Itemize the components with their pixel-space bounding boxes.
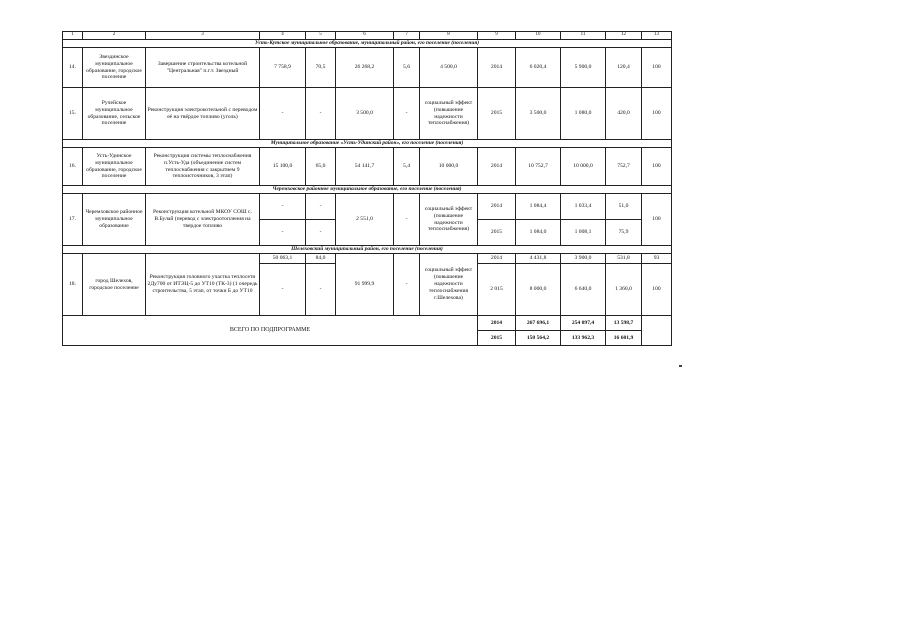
value-cell: 1 008,1 — [561, 220, 606, 246]
row-number: 17. — [63, 194, 83, 246]
column-number: 11 — [561, 32, 606, 40]
section-header-row — [63, 186, 672, 194]
project-cell: Реконструкция электрокотельной с переводом её на твёрдое топливо (уголь) — [146, 88, 260, 140]
value-cell: 6 640,0 — [561, 264, 606, 316]
value-cell: 51,0 — [606, 194, 642, 220]
effect-cell: социальный эффект (повышение надежности теплоснабжения) — [420, 194, 478, 246]
value-cell: - — [394, 254, 420, 316]
value-cell: - — [260, 88, 306, 140]
value-cell: 3 500,0 — [516, 88, 561, 140]
value-cell: 120,4 — [606, 48, 642, 88]
value-cell: - — [260, 220, 306, 246]
value-cell: 3 900,0 — [561, 254, 606, 264]
column-number: 9 — [478, 32, 516, 40]
column-number: 2 — [83, 32, 146, 40]
value-cell: 7 758,9 — [260, 48, 306, 88]
value-cell: 10 000,0 — [561, 148, 606, 186]
value-cell: 26 268,2 — [336, 48, 394, 88]
value-cell: - — [394, 194, 420, 246]
value-cell: 1 080,0 — [561, 88, 606, 140]
value-cell: 1 360,0 — [606, 264, 642, 316]
value-cell: - — [260, 194, 306, 220]
value-cell: 150 564,2 — [516, 331, 561, 346]
value-cell: 267 696,1 — [516, 316, 561, 331]
section-title-ust-uda: Муниципальное образование «Усть-Удинский район», его поселение (поселения) — [63, 140, 672, 148]
value-cell: 10 000,0 — [420, 148, 478, 186]
value-cell: 6 020,4 — [516, 48, 561, 88]
value-cell: 100 — [642, 48, 672, 88]
column-number: 4 — [260, 32, 306, 40]
column-number: 10 — [516, 32, 561, 40]
value-cell: 50 063,1 — [260, 254, 306, 264]
subprogram-table — [62, 31, 672, 346]
row-number: 18. — [63, 254, 83, 316]
value-cell: 133 962,3 — [561, 331, 606, 346]
value-cell: 4 500,0 — [420, 48, 478, 88]
value-cell: 70,5 — [306, 48, 336, 88]
value-cell: 10 752,7 — [516, 148, 561, 186]
value-cell: 84,0 — [306, 254, 336, 264]
value-cell: 531,8 — [606, 254, 642, 264]
row-number: 15. — [63, 88, 83, 140]
value-cell: 100 — [642, 88, 672, 140]
value-cell: 1 033,4 — [561, 194, 606, 220]
value-cell: - — [394, 88, 420, 140]
column-number: 8 — [420, 32, 478, 40]
column-number: 6 — [336, 32, 394, 40]
column-number: 13 — [642, 32, 672, 40]
value-cell: - — [260, 264, 306, 316]
effect-cell: социальный эффект (повышение надежности теплоснабжения) — [420, 88, 478, 140]
project-cell: Реконструкция котельной МКОУ СОШ с. В.Булай (перевод с электроотопления на твердое топливо — [146, 194, 260, 246]
total-row — [63, 316, 672, 331]
table-row — [63, 88, 672, 140]
section-title-shelekhov: Шелеховский муниципальный район, его поселение (поселения) — [63, 246, 672, 254]
municipality-cell: Усть-Удинское муниципальное образование, городское поселение — [83, 148, 146, 186]
year-cell: 2014 — [478, 316, 516, 331]
section-header-row — [63, 40, 672, 48]
value-cell: 8 000,0 — [516, 264, 561, 316]
year-cell: 2015 — [478, 331, 516, 346]
row-number: 14. — [63, 48, 83, 88]
column-number: 3 — [146, 32, 260, 40]
column-number: 1 — [63, 32, 83, 40]
value-cell: 4 431,8 — [516, 254, 561, 264]
value-cell: 100 — [642, 148, 672, 186]
year-cell: 2014 — [478, 254, 516, 264]
value-cell: 2 551,0 — [336, 194, 394, 246]
value-cell: 254 097,4 — [561, 316, 606, 331]
section-header-row — [63, 140, 672, 148]
value-cell: 65,0 — [306, 148, 336, 186]
value-cell: 75,9 — [606, 220, 642, 246]
column-number: 12 — [606, 32, 642, 40]
value-cell: - — [306, 264, 336, 316]
empty-cell — [642, 316, 672, 346]
value-cell: 93 — [642, 254, 672, 264]
effect-cell: социальный эффект (повышение надежности теплоснабжения г.Шелехова) — [420, 254, 478, 316]
value-cell: 5 900,0 — [561, 48, 606, 88]
year-cell: 2014 — [478, 148, 516, 186]
value-cell: 91 999,9 — [336, 254, 394, 316]
year-cell: 2014 — [478, 194, 516, 220]
table-row — [63, 148, 672, 186]
municipality-cell: город Шелехов, городское поселение — [83, 254, 146, 316]
year-cell: 2015 — [478, 220, 516, 246]
project-cell: Реконструкция головного участка теплосети 2Ду700 от ИТЭЦ-5 до УТ10 (ТК-3) (1 очередь строительства, 5 этап, от точки Б до УТ10 — [146, 254, 260, 316]
value-cell: 15 100,0 — [260, 148, 306, 186]
municipality-cell: Ручейское муниципальное образование, сельское поселение — [83, 88, 146, 140]
value-cell: 54 141,7 — [336, 148, 394, 186]
value-cell: 1 084,4 — [516, 194, 561, 220]
project-cell: Завершение строительства котельной "Центральная" п.г.т. Звездный — [146, 48, 260, 88]
section-title-ust-kut: Усть-Кутское муниципальное образование, муниципальный район, его поселение (поселения) — [63, 40, 672, 48]
value-cell: 16 601,9 — [606, 331, 642, 346]
total-label: ВСЕГО ПО ПОДПРОГРАММЕ — [63, 316, 478, 346]
value-cell: 3 500,0 — [336, 88, 394, 140]
scan-speck — [679, 365, 682, 367]
value-cell: 5,6 — [394, 48, 420, 88]
value-cell: - — [306, 194, 336, 220]
table-row — [63, 48, 672, 88]
year-cell: 2014 — [478, 48, 516, 88]
column-number: 7 — [394, 32, 420, 40]
value-cell: 100 — [642, 194, 672, 246]
table-row — [63, 254, 672, 264]
value-cell: 1 084,0 — [516, 220, 561, 246]
value-cell: 420,0 — [606, 88, 642, 140]
table-row — [63, 194, 672, 220]
project-cell: Реконструкция системы теплоснабжения п.Усть-Уда (объединение систем теплоснабжения с закрытием 9 теплоисточников, 3 этап) — [146, 148, 260, 186]
municipality-cell: Звездинское муниципальное образование, городское поселение — [83, 48, 146, 88]
year-cell: 2015 — [478, 88, 516, 140]
value-cell: 752,7 — [606, 148, 642, 186]
section-title-cheremkhovo: Черемховское районное муниципальное образование, его поселение (поселения) — [63, 186, 672, 194]
value-cell: - — [306, 220, 336, 246]
value-cell: 100 — [642, 264, 672, 316]
municipality-cell: Черемховское районное муниципальное образование — [83, 194, 146, 246]
value-cell: 13 598,7 — [606, 316, 642, 331]
column-number-row — [63, 32, 672, 40]
row-number: 16. — [63, 148, 83, 186]
section-header-row — [63, 246, 672, 254]
value-cell: 5,4 — [394, 148, 420, 186]
column-number: 5 — [306, 32, 336, 40]
year-cell: 2 015 — [478, 264, 516, 316]
value-cell: - — [306, 88, 336, 140]
